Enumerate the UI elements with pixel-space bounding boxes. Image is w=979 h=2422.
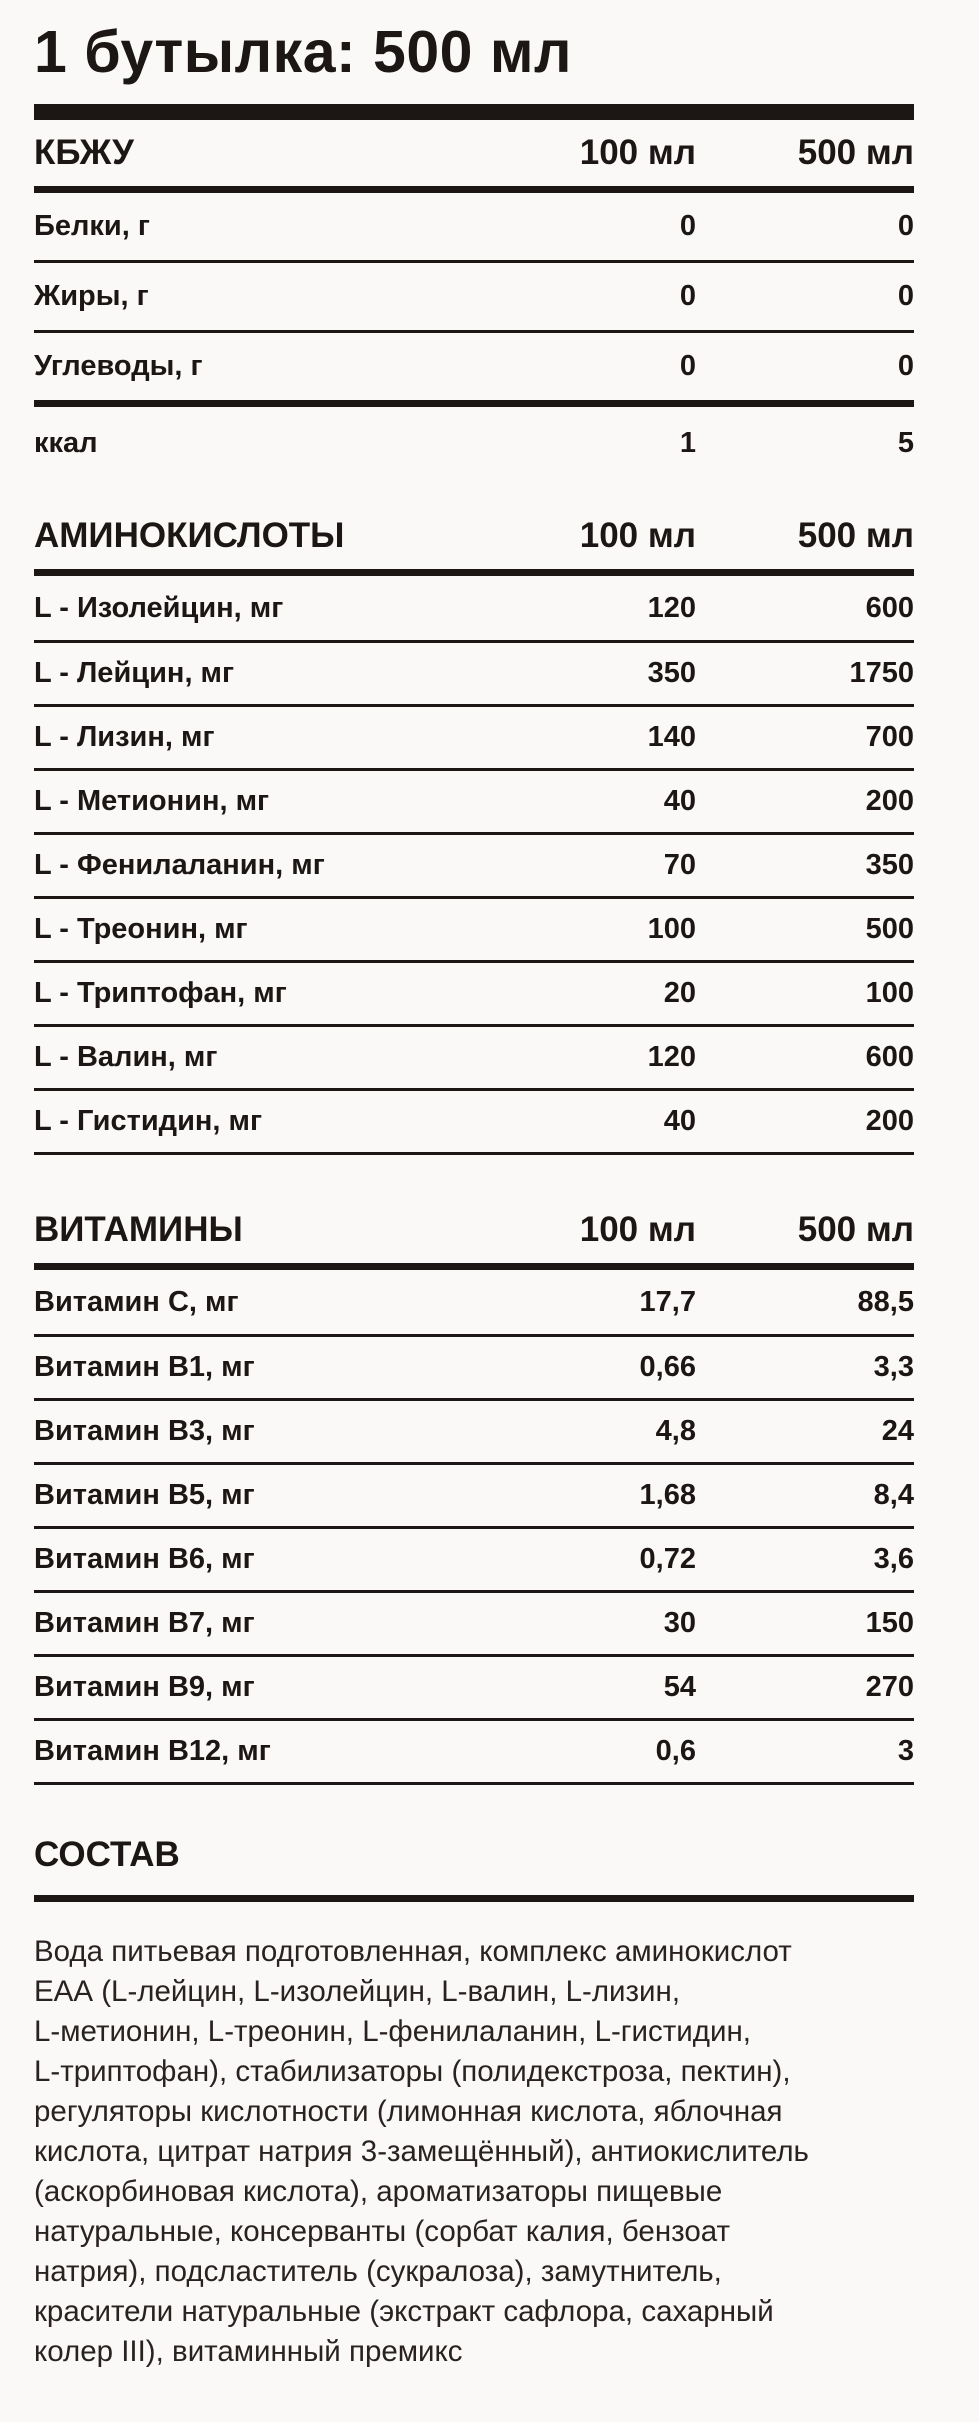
composition-line: регуляторы кислотности (лимонная кислота, яблочная bbox=[34, 2095, 783, 2128]
row-label: Витамин В1, мг bbox=[34, 1351, 255, 1383]
value-100ml: 4,8 bbox=[655, 1415, 696, 1447]
row-label: L - Гистидин, мг bbox=[34, 1105, 263, 1137]
table-row bbox=[34, 333, 914, 400]
amino-col-100: 100 мл bbox=[579, 516, 696, 555]
table-row bbox=[34, 1337, 914, 1398]
composition-line: красители натуральные (экстракт сафлора, сахарный bbox=[34, 2295, 774, 2328]
table-row bbox=[34, 1529, 914, 1590]
value-100ml: 140 bbox=[647, 721, 696, 753]
value-100ml: 17,7 bbox=[639, 1285, 696, 1318]
value-500ml: 350 bbox=[865, 849, 914, 881]
value-500ml: 24 bbox=[881, 1415, 914, 1447]
vitamins-col-100: 100 мл bbox=[579, 1210, 696, 1249]
row-label: Углеводы, г bbox=[34, 350, 203, 382]
amino-header bbox=[34, 503, 914, 569]
table-row bbox=[34, 1593, 914, 1654]
kcal-row bbox=[34, 407, 914, 479]
value-100ml: 40 bbox=[663, 1105, 696, 1137]
kbju-col-100: 100 мл bbox=[579, 133, 696, 172]
table-row bbox=[34, 963, 914, 1024]
composition-line: L-метионин, L-треонин, L-фенилаланин, L-гистидин, bbox=[34, 2015, 751, 2048]
value-500ml: 500 bbox=[865, 913, 914, 945]
value-100ml: 0 bbox=[679, 280, 696, 312]
value-100ml: 0,66 bbox=[639, 1351, 696, 1383]
value-100ml: 0 bbox=[679, 350, 696, 382]
table-row bbox=[34, 1091, 914, 1152]
row-label: Витамин С, мг bbox=[34, 1285, 239, 1318]
composition-line: колер III), витаминный премикс bbox=[34, 2335, 463, 2368]
value-100ml: 0 bbox=[679, 210, 696, 242]
composition-line: натрия), подсластитель (сукралоза), замутнитель, bbox=[34, 2255, 722, 2288]
value-500ml: 0 bbox=[897, 280, 914, 312]
row-label: L - Треонин, мг bbox=[34, 913, 248, 945]
amino-section bbox=[34, 503, 914, 1155]
table-row bbox=[34, 1721, 914, 1782]
value-500ml: 8,4 bbox=[873, 1479, 914, 1511]
vitamins-title: ВИТАМИНЫ bbox=[34, 1210, 243, 1249]
value-100ml: 120 bbox=[647, 1041, 696, 1073]
value-500ml: 600 bbox=[865, 591, 914, 624]
composition-line: натуральные, консерванты (сорбат калия, бензоат bbox=[34, 2215, 731, 2248]
vitamins-col-500: 500 мл bbox=[797, 1210, 914, 1249]
row-label: Витамин В12, мг bbox=[34, 1735, 271, 1767]
row-label: L - Валин, мг bbox=[34, 1041, 218, 1073]
kbju-section bbox=[34, 120, 914, 479]
row-divider bbox=[34, 1782, 914, 1785]
nutrition-label bbox=[34, 0, 914, 2372]
kcal-100: 1 bbox=[679, 426, 696, 459]
value-500ml: 3,3 bbox=[873, 1351, 914, 1383]
row-label: L - Триптофан, мг bbox=[34, 977, 287, 1009]
row-label: L - Метионин, мг bbox=[34, 785, 270, 817]
value-100ml: 120 bbox=[647, 591, 696, 624]
divider bbox=[34, 1895, 914, 1902]
composition-line: ЕАА (L-лейцин, L-изолейцин, L-валин, L-лизин, bbox=[34, 1975, 681, 2008]
table-row bbox=[34, 835, 914, 896]
table-row bbox=[34, 193, 914, 260]
value-500ml: 100 bbox=[865, 977, 914, 1009]
table-row bbox=[34, 1270, 914, 1334]
value-500ml: 88,5 bbox=[857, 1285, 914, 1318]
value-500ml: 150 bbox=[865, 1607, 914, 1639]
kbju-col-500: 500 мл bbox=[797, 133, 914, 172]
value-100ml: 0,72 bbox=[639, 1543, 696, 1575]
value-500ml: 200 bbox=[865, 785, 914, 817]
value-500ml: 3 bbox=[897, 1735, 914, 1767]
composition-line: L-триптофан), стабилизаторы (полидекстроза, пектин), bbox=[34, 2055, 791, 2088]
table-row bbox=[34, 1657, 914, 1718]
value-500ml: 0 bbox=[897, 350, 914, 382]
value-100ml: 0,6 bbox=[655, 1735, 696, 1767]
row-label: Витамин В9, мг bbox=[34, 1671, 255, 1703]
amino-col-500: 500 мл bbox=[797, 516, 914, 555]
value-500ml: 200 bbox=[865, 1105, 914, 1137]
row-label: Витамин В3, мг bbox=[34, 1415, 255, 1447]
value-100ml: 54 bbox=[663, 1671, 696, 1703]
composition-line: кислота, цитрат натрия 3-замещённый), антиокислитель bbox=[34, 2135, 809, 2168]
table-row bbox=[34, 1465, 914, 1526]
composition-line: (аскорбиновая кислота), ароматизаторы пищевые bbox=[34, 2175, 723, 2208]
kbju-header bbox=[34, 120, 914, 186]
value-500ml: 0 bbox=[897, 210, 914, 242]
table-row bbox=[34, 576, 914, 640]
row-label: L - Лейцин, мг bbox=[34, 657, 235, 689]
row-label: Витамин В5, мг bbox=[34, 1479, 255, 1511]
amino-title: АМИНОКИСЛОТЫ bbox=[34, 516, 345, 555]
value-500ml: 270 bbox=[865, 1671, 914, 1703]
value-500ml: 700 bbox=[865, 721, 914, 753]
value-100ml: 70 bbox=[663, 849, 696, 881]
divider bbox=[34, 1263, 914, 1270]
row-label: Белки, г bbox=[34, 210, 150, 242]
divider bbox=[34, 400, 914, 407]
value-100ml: 1,68 bbox=[639, 1479, 696, 1511]
kcal-500: 5 bbox=[897, 426, 914, 459]
row-label: Витамин В7, мг bbox=[34, 1607, 255, 1639]
table-row bbox=[34, 263, 914, 330]
row-label: Витамин В6, мг bbox=[34, 1543, 255, 1575]
row-divider bbox=[34, 1152, 914, 1155]
table-row bbox=[34, 899, 914, 960]
divider bbox=[34, 569, 914, 576]
page-title: 1 бутылка: 500 мл bbox=[34, 19, 573, 85]
row-label: L - Изолейцин, мг bbox=[34, 591, 284, 624]
value-100ml: 30 bbox=[663, 1607, 696, 1639]
value-100ml: 40 bbox=[663, 785, 696, 817]
value-500ml: 3,6 bbox=[873, 1543, 914, 1575]
table-row bbox=[34, 1401, 914, 1462]
table-row bbox=[34, 1027, 914, 1088]
row-label: L - Фенилаланин, мг bbox=[34, 849, 325, 881]
value-100ml: 20 bbox=[663, 977, 696, 1009]
table-row bbox=[34, 643, 914, 704]
kcal-label: ккал bbox=[34, 426, 98, 459]
row-label: Жиры, г bbox=[34, 280, 149, 312]
table-row bbox=[34, 771, 914, 832]
row-label: L - Лизин, мг bbox=[34, 721, 215, 753]
composition-line: Вода питьевая подготовленная, комплекс аминокислот bbox=[34, 1935, 792, 1968]
value-500ml: 600 bbox=[865, 1041, 914, 1073]
kbju-title: КБЖУ bbox=[34, 133, 134, 172]
value-500ml: 1750 bbox=[849, 657, 914, 689]
table-row bbox=[34, 707, 914, 768]
composition-title: СОСТАВ bbox=[34, 1835, 180, 1874]
vitamins-header bbox=[34, 1197, 914, 1263]
divider bbox=[34, 104, 914, 120]
vitamins-section bbox=[34, 1197, 914, 1785]
composition-text bbox=[34, 1932, 914, 2372]
composition-section bbox=[34, 1827, 914, 2372]
value-100ml: 350 bbox=[647, 657, 696, 689]
value-100ml: 100 bbox=[647, 913, 696, 945]
divider bbox=[34, 186, 914, 193]
